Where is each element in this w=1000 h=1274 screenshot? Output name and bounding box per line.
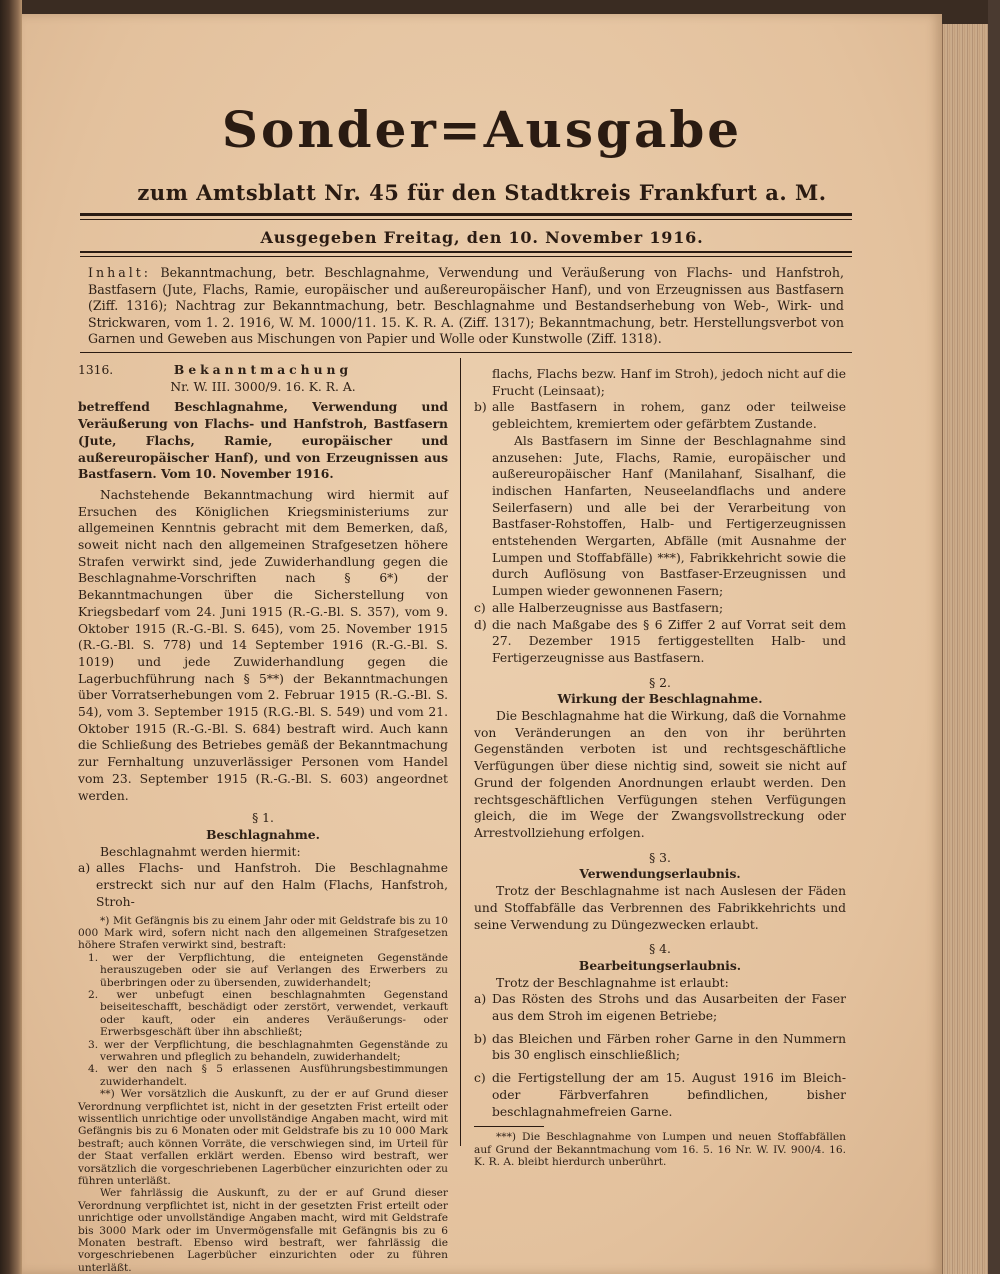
item-marker: d) [474, 617, 487, 632]
footnote-3: ***) Die Beschlagnahme von Lumpen und neuen Stoffabfällen auf Grund der Bekanntmachung vom 16. 5. 16 Nr. W. IV. 900/4. 16. K. R. A. bleibt hierdurch unberührt. [474, 1131, 846, 1169]
notice-reference: Nr. W. III. 3000/9. 16. K. R. A. [170, 379, 356, 394]
item-marker: b) [474, 1031, 487, 1046]
section-1-title: Beschlagnahme. [206, 826, 320, 842]
notice-number: 1316. [78, 363, 114, 377]
item-text: alle Halberzeugnisse aus Bastfasern; [492, 600, 724, 615]
item-text: alle Bastfasern in rohem, ganz oder teilweise gebleichtem, kremiertem oder gefärbtem Zustande. [492, 400, 846, 432]
footnote-2: **) Wer vorsätzlich die Auskunft, zu der er auf Grund dieser Verordnung verpflichtet ist, nicht in der gesetzten Frist erteilt oder wissentlich unrichtige oder unvollständige Angaben macht, wird mit Gefängnis bis zu 6 Monaten oder mit Geldstrafe bis zu 10 000 Mark bestraft; auch können Vorräte, die verschwiegen sind, im Urteil für der Staat verfallen erklärt werden. Ebenso wird bestraft, wer vorsätzlich die vorgeschriebenen Lagerbücher einzurichten oder zu führen unterläßt. [78, 1088, 448, 1188]
footnote-1-item-3: 3. wer der Verpflichtung, die beschlagnahmten Gegenstände zu verwahren und pfleglich zu behandeln, zuwiderhandelt; [88, 1038, 448, 1063]
left-column [78, 362, 448, 1274]
item-marker: c) [474, 600, 486, 615]
masthead-rule-thick [80, 213, 852, 216]
masthead-subtitle: zum Amtsblatt Nr. 45 für den Stadtkreis Frankfurt a. M. [137, 180, 827, 205]
contents-text: Bekanntmachung, betr. Beschlagnahme, Verwendung und Veräußerung von Flachs- und Hanfstroh, Bastfasern (Jute, Flachs, Ramie, europäischer und außereuropäischer Hanf), und von Erzeugnissen aus Bastfasern (Ziff. 1316); Nachtrag zur Bekanntmachung, betr. Beschlagnahme und Bestandserhebung von Web-, Wirk- und Strickwaren, vom 1. 2. 1916, W. M. 1000/11. 15. K. R. A. (Ziff. 1317); Bekanntmachung, betr. Herstellungsverbot von Garnen und Geweben aus Mischungen von Papier und Wolle oder Kunstwolle (Ziff. 1318). [88, 265, 844, 347]
item-text: Das Rösten des Strohs und das Ausarbeiten der Faser aus dem Stroh im eigenen Betriebe; [492, 992, 846, 1024]
book-cover-right [988, 0, 1000, 1274]
section-1-item-d [474, 617, 846, 667]
page-edges [942, 24, 989, 1274]
section-4-item-c [474, 1070, 846, 1120]
section-3-title: Verwendungserlaubnis. [579, 866, 741, 882]
contents-label: Inhalt: [88, 265, 152, 280]
item-text: die nach Maßgabe des § 6 Ziffer 2 auf Vorrat seit dem 27. Dezember 1915 fertiggestellten Halb- und Fertigerzeugnisse aus Bastfasern. [492, 617, 846, 665]
issue-rule-thick [80, 251, 852, 253]
issue-date: Ausgegeben Freitag, den 10. November 1916. [260, 228, 704, 247]
section-1-item-a [78, 860, 448, 910]
footnote-1-item-1: 1. wer der Verpflichtung, die enteigneten Gegenstände herauszugeben oder sie auf Verlangen des Erwerbers zu überbringen oder zu übersenden, zuwiderhandelt; [88, 951, 448, 989]
section-4-lead: Trotz der Beschlagnahme ist erlaubt: [496, 975, 729, 990]
section-1-number: § 1. [252, 811, 274, 826]
item-text: die Fertigstellung der am 15. August 1916 im Bleich- oder Färbverfahren befindlichen, bisher beschlagnahmefreien Garne. [492, 1071, 846, 1119]
section-4-item-b [474, 1031, 846, 1064]
section-1-item-b [474, 399, 846, 432]
masthead-title: Sonder=Ausgabe [221, 100, 743, 159]
notice-intro: Nachstehende Bekanntmachung wird hiermit auf Ersuchen des Königlichen Kriegsministeriums zur allgemeinen Kenntnis gebracht mit dem Bemerken, daß, soweit nicht nach den allgemeinen Strafgesetzen höhere Strafen verwirkt sind, jede Zuwiderhandlung gegen die Beschlagnahme-Vorschriften nach § 6*) der Bekanntmachungen über die Sicherstellung von Kriegsbedarf vom 24. Juni 1915 (R.-G.-Bl. S. 357), vom 9. Oktober 1915 (R.-G.-Bl. S. 645), vom 25. November 1915 (R.-G.-Bl. S. 778) und 14 September 1916 (R.-G.-Bl. S. 1019) und jede Zuwiderhandlung gegen die Lagerbuchführung nach § 5**) der Bekanntmachungen über Vorratserhebungen vom 2. Februar 1915 (R.-G.-Bl. S. 54), vom 3. September 1915 (R.G.-Bl. S. 549) und vom 21. Oktober 1915 (R.-G.-Bl. S. 684) bestraft wird. Auch kann die Schließung des Betriebes gemäß der Bekanntmachung zur Fernhaltung unzuverlässiger Personen vom Handel vom 23. September 1915 (R.-G.-Bl. S. 603) angeordnet werden. [78, 487, 448, 803]
item-marker: c) [474, 1071, 486, 1086]
section-1-lead: Beschlagnahmt werden hiermit: [100, 844, 301, 859]
table-of-contents [88, 265, 844, 348]
book-binding-left [0, 0, 22, 1274]
section-4-number: § 4. [649, 942, 671, 957]
section-2-number: § 2. [649, 675, 671, 690]
issue-rule-thin [80, 256, 852, 257]
footnote-1-item-2: 2. wer unbefugt einen beschlagnahmten Gegenstand beiseiteschafft, beschädigt oder zerstört, verwendet, verkauft oder kauft, oder ein anderes Veräußerungs- oder Erwerbsgeschäft über ihn abschließt; [88, 988, 448, 1039]
item-text: das Bleichen und Färben roher Garne in den Nummern bis 30 englisch einschließlich; [492, 1031, 846, 1063]
footnotes-right [474, 1131, 846, 1168]
footnote-1-item-4: 4. wer den nach § 5 erlassenen Ausführungsbestimmungen zuwiderhandelt. [88, 1063, 448, 1088]
item-text: alles Flachs- und Hanfstroh. Die Beschlagnahme erstreckt sich nur auf den Halm (Flachs, Hanfstroh, Stroh- [96, 861, 448, 909]
notice-heading: Bekanntmachung [173, 362, 353, 377]
footnote-1-intro: *) Mit Gefängnis bis zu einem Jahr oder mit Geldstrafe bis zu 10 000 Mark wird, sofern nicht nach den allgemeinen Strafgesetzen höhere Strafen verwirkt sind, bestraft: [78, 914, 448, 952]
footnote-2-continued: Wer fahrlässig die Auskunft, zu der er auf Grund dieser Verordnung verpflichtet ist, nicht in der gesetzten Frist erteilt oder unrichtige oder unvollständige Angaben macht, wird mit Geldstrafe bis 3000 Mark oder im Unvermögensfalle mit Gefängnis bis zu 6 Monaten bestraft. Ebenso wird bestraft, wer fahrlässig die vorgeschriebenen Lagerbücher einzurichten oder zu führen unterläßt. [78, 1187, 448, 1274]
footnote-rule [474, 1126, 544, 1127]
section-3-text: Trotz der Beschlagnahme ist nach Auslesen der Fäden und Stoffabfälle das Verbrennen des Fabrikkehrichts und seine Verwendung zu Düngezwecken erlaubt. [474, 884, 846, 932]
document-page [22, 14, 942, 1274]
section-2-text: Die Beschlagnahme hat die Wirkung, daß die Vornahme von Veränderungen an den von ihr berührten Gegenständen verboten ist und rechtsgeschäftliche Verfügungen über diese nichtig sind, soweit sie nicht auf Grund der folgenden Anordnungen erlaubt werden. Den rechtsgeschäftlichen Verfügungen stehen Verfügungen gleich, die im Wege der Zwangsvollstreckung oder Arrestvollziehung erfolgen. [474, 709, 846, 840]
section-4-title: Bearbeitungserlaubnis. [578, 957, 742, 973]
item-marker: b) [474, 400, 487, 415]
notice-subject: betreffend Beschlagnahme, Verwendung und Veräußerung von Flachs- und Hanfstroh, Bastfasern (Jute, Flachs, Ramie, europäischer und außereuropäischer Hanf), und von Erzeugnissen aus Bastfasern. Vom 10. November 1916. [78, 399, 448, 482]
item-a-continued: flachs, Flachs bezw. Hanf im Stroh), jedoch nicht auf die Frucht (Leinsaat); [492, 367, 846, 398]
section-2-title: Wirkung der Beschlagnahme. [557, 691, 763, 707]
masthead-rule-thin [80, 219, 852, 220]
footnotes-left [78, 911, 448, 1274]
notice-header [78, 362, 448, 379]
column-divider [460, 358, 461, 1146]
bastfaser-definition: Als Bastfasern im Sinne der Beschlagnahme sind anzusehen: Jute, Flachs, Ramie, europäischer und außereuropäischer Hanf (Manilahanf, Sisalhanf, die indischen Hanfarten, Neuseelandflachs und andere Seilerfasern) und alle bei der Verarbeitung von Bastfaser-Rohstoffen, Halb- und Fertigerzeugnissen entstehenden Wergarten, Abfälle (mit Ausnahme der Lumpen und Stoffabfälle) ***), Fabrikkehricht sowie die durch Auflösung von Bastfaser-Erzeugnissen und Lumpen wieder gewonnenen Fasern; [492, 433, 846, 599]
right-column [474, 366, 846, 1168]
section-1-item-c [474, 600, 846, 617]
item-marker: a) [474, 992, 487, 1007]
section-3-number: § 3. [649, 850, 671, 865]
item-marker: a) [78, 861, 91, 876]
contents-rule [80, 352, 852, 353]
section-4-item-a [474, 991, 846, 1024]
